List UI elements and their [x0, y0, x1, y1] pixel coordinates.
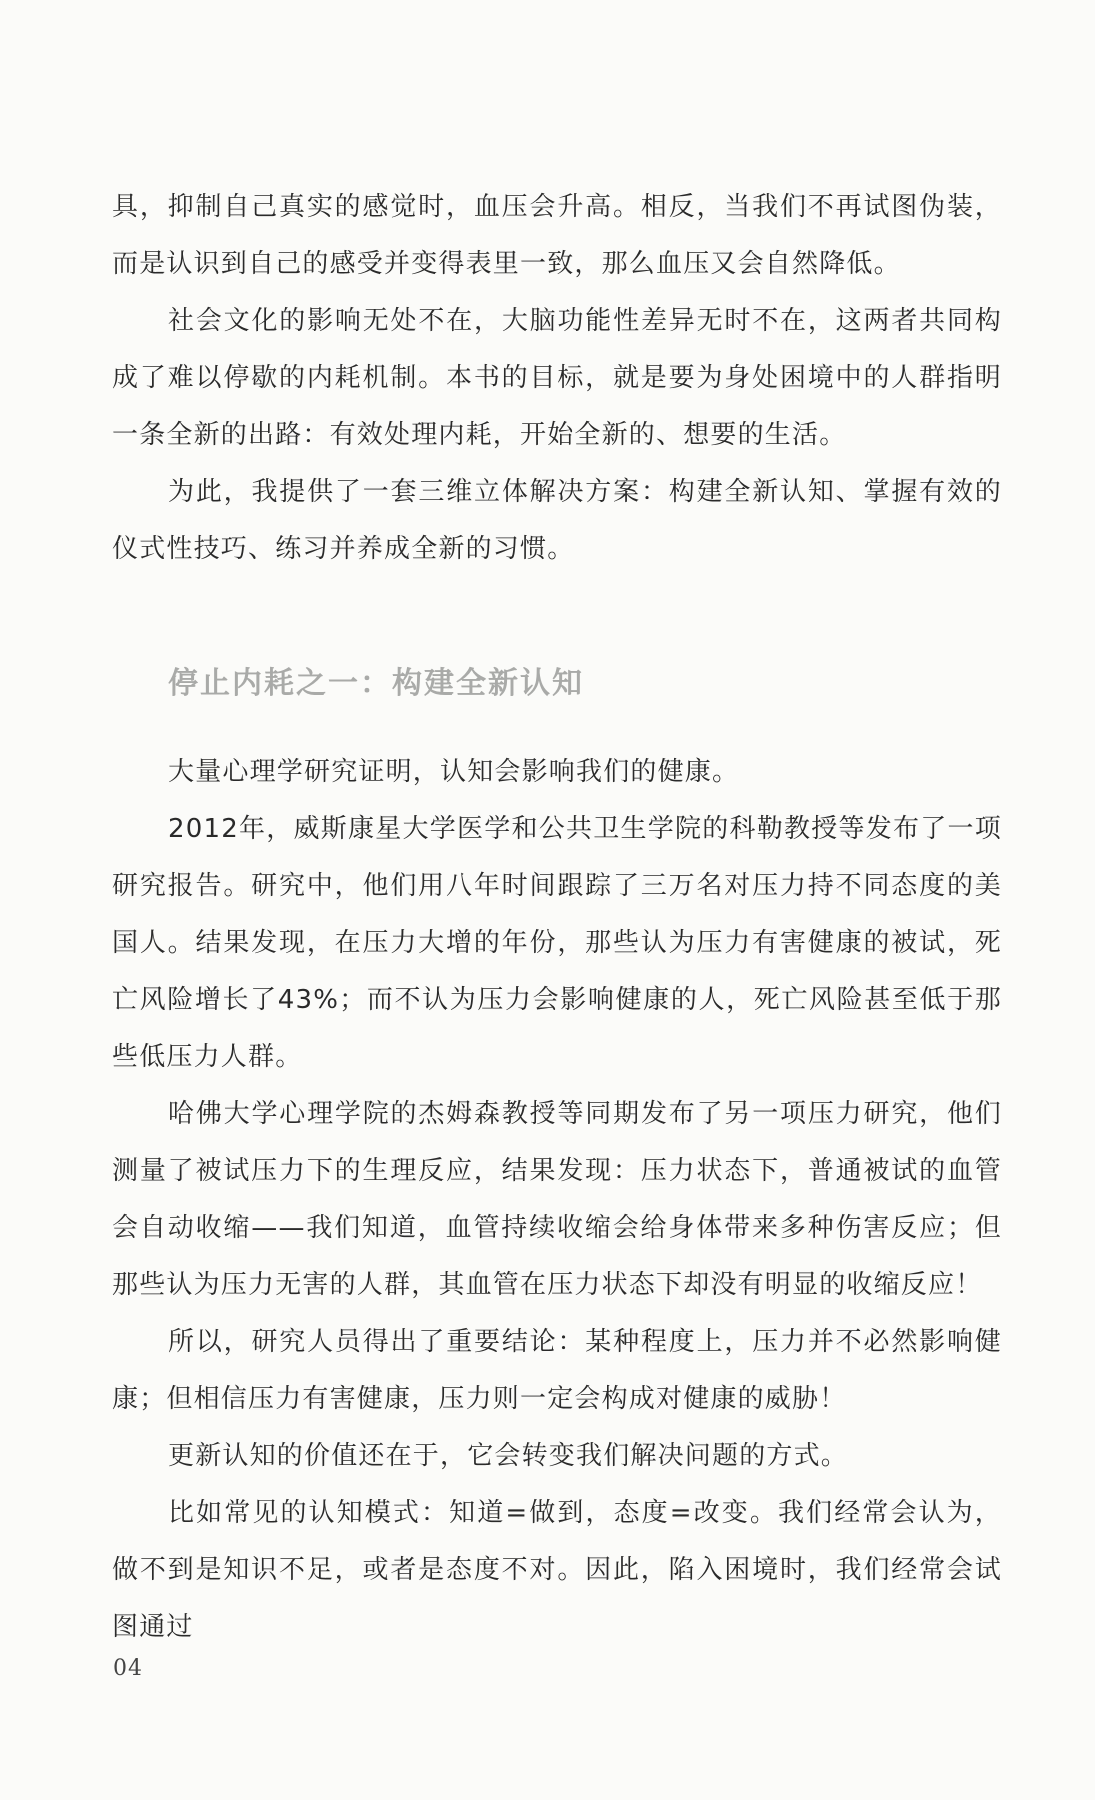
paragraph-solution: 为此，我提供了一套三维立体解决方案：构建全新认知、掌握有效的仪式性技巧、练习并养成全新的习惯。 [112, 477, 1002, 564]
paragraph-social-culture: 社会文化的影响无处不在，大脑功能性差异无时不在，这两者共同构成了难以停歇的内耗机制。本书的目标，就是要为身处困境中的人群指明一条全新的出路：有效处理内耗，开始全新的、想要的生活。 [112, 306, 1002, 450]
intro-text-block [112, 179, 1002, 578]
paragraph-wisconsin-study: 2012年，威斯康星大学医学和公共卫生学院的科勒教授等发布了一项研究报告。研究中，他们用八年时间跟踪了三万名对压力持不同态度的美国人。结果发现，在压力大增的年份，那些认为压力有害健康的被试，死亡风险增长了43%；而不认为压力会影响健康的人，死亡风险甚至低于那些低压力人群。 [112, 814, 1002, 1072]
paragraph-continued: 具，抑制自己真实的感觉时，血压会升高。相反，当我们不再试图伪装，而是认识到自己的感受并变得表里一致，那么血压又会自然降低。 [112, 192, 1002, 279]
paragraph-conclusion: 所以，研究人员得出了重要结论：某种程度上，压力并不必然影响健康；但相信压力有害健康，压力则一定会构成对健康的威胁！ [112, 1327, 1002, 1414]
paragraph-harvard-study: 哈佛大学心理学院的杰姆森教授等同期发布了另一项压力研究，他们测量了被试压力下的生理反应，结果发现：压力状态下，普通被试的血管会自动收缩——我们知道，血管持续收缩会给身体带来多种伤害反应；但那些认为压力无害的人群，其血管在压力状态下却没有明显的收缩反应！ [112, 1099, 1002, 1300]
page-number: 04 [113, 1656, 143, 1681]
section-heading: 停止内耗之一：构建全新认知 [168, 666, 584, 701]
paragraph-value: 更新认知的价值还在于，它会转变我们解决问题的方式。 [168, 1441, 849, 1471]
section-text-block [112, 744, 1002, 1656]
paragraph-cognitive-mode: 比如常见的认知模式：知道=做到，态度=改变。我们经常会认为，做不到是知识不足，或者是态度不对。因此，陷入困境时，我们经常会试图通过 [112, 1498, 1002, 1642]
paragraph-cognition-health: 大量心理学研究证明，认知会影响我们的健康。 [168, 757, 740, 787]
